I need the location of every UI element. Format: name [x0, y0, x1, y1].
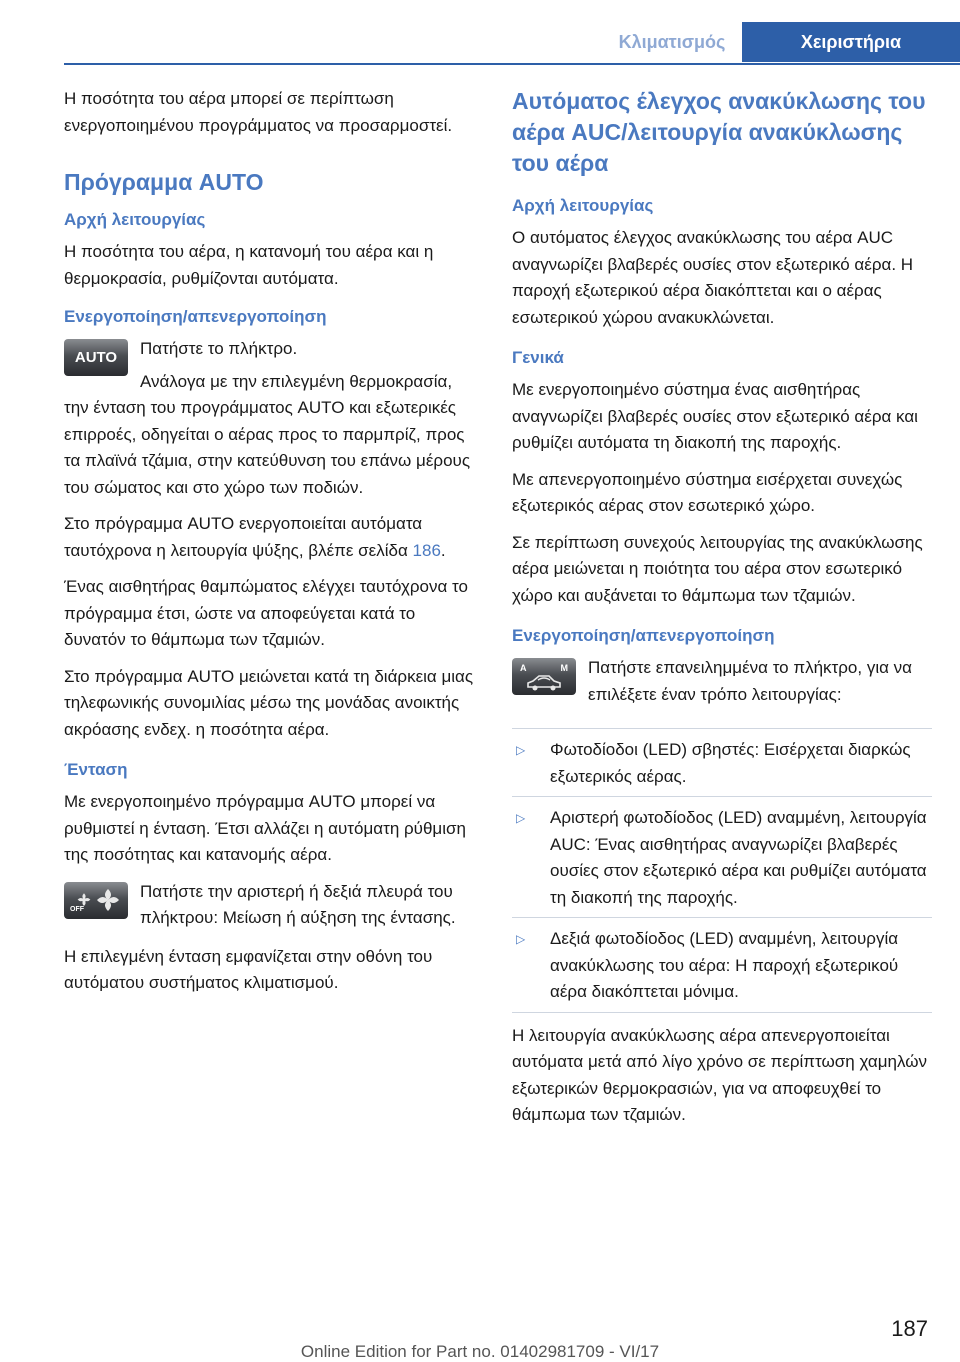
- auto-description: Ανάλογα με την επιλεγμένη θερμοκρασία, την ένταση του προγράμματος AUTO και εξωτερικές επιρροές, οδηγείται ο αέρας προς το παρμπρίζ, προς τα πλαϊνά τζάμια, στην κατεύθυνση του επάνω μέρους του σώματος και στο χώρο των ποδιών.: [64, 371, 471, 497]
- fan-button-row: [64, 879, 480, 938]
- general-text-3: Σε περίπτωση συνεχούς λειτουργίας της ανακύκλωσης αέρα μειώνεται η ποιότητα του αέρα στον εσωτερικό χώρο και αυξάνεται το θάμπωμα των τζαμιών.: [512, 532, 923, 605]
- fan-press-text: Πατήστε την αριστερή ή δεξιά πλευρά του πλήκτρου: Μείωση ή αύξηση της έντασης.: [140, 881, 456, 927]
- press-button-text: Πατήστε το πλήκτρο.: [140, 339, 298, 358]
- header-tabs: [602, 22, 960, 62]
- intro-text: Η ποσότητα του αέρα μπορεί σε περίπτωση ενεργοποιημένου προγράμματος να προσαρμοστεί.: [64, 89, 453, 135]
- right-column: [512, 86, 932, 1139]
- triangle-icon: ▷: [516, 932, 526, 946]
- mode-text: Αριστερή φωτοδίοδος (LED) αναμμένη, λειτουργία AUC: Ένας αισθητήρας αναγνωρίζει βλαβερές ουσίες στον εξωτερικό αέρα και ρυθμίζει αυτόματα τη διακοπή της παροχής.: [550, 808, 927, 907]
- auto-button-icon: [64, 339, 128, 376]
- am-button-row: [512, 655, 932, 714]
- cooling-text-end: .: [440, 540, 446, 560]
- left-column: [64, 86, 480, 1007]
- activation-heading: Ενεργοποίηση/απενεργοποίηση: [64, 307, 327, 326]
- general-text-1: Με ενεργοποιημένο σύστημα ένας αισθητήρας αναγνωρίζει βλαβερές ουσίες στον εξωτερικό αέρα και ρυθμίζει αυτόματα τη διακοπή της παροχής.: [512, 380, 918, 452]
- intensity-heading: Ένταση: [64, 760, 128, 779]
- intensity-text: Με ενεργοποιημένο πρόγραμμα AUTO μπορεί να ρυθμιστεί η ένταση. Έτσι αλλάζει η αυτόματη ρύθμιση της ποσότητας και κατανομής αέρα.: [64, 792, 466, 864]
- triangle-icon: ▷: [516, 743, 526, 757]
- car-recirculation-icon: [524, 671, 564, 693]
- auc-principle-text: Ο αυτόματος έλεγχος ανακύκλωσης του αέρα AUC αναγνωρίζει βλαβερές ουσίες στον εξωτερικό αέρα. Η παροχή εξωτερικού αέρα διακόπτεται και ο αέρας εσωτερικού χώρου ανακυκλώνεται.: [512, 228, 914, 327]
- fan-button-icon: [64, 882, 128, 919]
- general-heading: Γενικά: [512, 348, 564, 367]
- cooling-text-main: Στο πρόγραμμα AUTO ενεργοποιείται αυτόματα ταυτόχρονα η λειτουργία ψύξης, βλέπε σελίδα: [64, 514, 423, 560]
- display-text: Η επιλεγμένη ένταση εμφανίζεται στην οθόνη του αυτόματου συστήματος κλιματισμού.: [64, 946, 433, 992]
- closing-text: Η λειτουργία ανακύκλωσης αέρα απενεργοποιείται αυτόματα μετά από λίγο χρόνο σε περίπτωση χαμηλών εξωτερικών θερμοκρασιών, για να αποφευχθεί το θάμπωμα των τζαμιών.: [512, 1025, 928, 1124]
- general-text-2: Με απενεργοποιημένο σύστημα εισέρχεται συνεχώς εξωτερικός αέρας στον εσωτερικό χώρο.: [512, 469, 903, 515]
- auto-button-row: [64, 336, 480, 507]
- auc-heading: Αυτόματος έλεγχος ανακύκλωσης του αέρα AUC/λειτουργία ανακύκλωσης του αέρα: [512, 88, 926, 176]
- cooling-text: [64, 511, 480, 564]
- am-button-m: M: [560, 663, 568, 673]
- mode-list: [512, 728, 932, 1013]
- edition-footer: Online Edition for Part no. 01402981709 - VI/17: [300, 1342, 660, 1361]
- am-press-text: Πατήστε επανειλημμένα το πλήκτρο, για να επιλέξετε έναν τρόπο λειτουργίας:: [588, 658, 912, 704]
- auc-activation-heading: Ενεργοποίηση/απενεργοποίηση: [512, 626, 775, 645]
- page-ref-link[interactable]: 186: [412, 540, 441, 560]
- page-number: 187: [891, 1316, 928, 1341]
- mode-text: Δεξιά φωτοδίοδος (LED) αναμμένη, λειτουργία ανακύκλωσης του αέρα: Η παροχή εξωτερικού αέρα διακόπτεται μόνιμα.: [550, 929, 899, 1001]
- principle-text: Η ποσότητα του αέρα, η κατανομή του αέρα και η θερμοκρασία, ρυθμίζονται αυτόματα.: [64, 242, 434, 288]
- mode-list-item: [512, 728, 932, 796]
- phone-text: Στο πρόγραμμα AUTO μειώνεται κατά τη διάρκεια μιας τηλεφωνικής συνομιλίας μέσω της μονάδας ανοικτής ακρόασης ενδεχ. η ποσότητα αέρα.: [64, 666, 474, 739]
- off-label: OFF: [70, 905, 84, 913]
- recirculation-button-icon: [512, 658, 576, 695]
- auto-button-label: AUTO: [74, 349, 118, 366]
- mode-list-item: [512, 796, 932, 917]
- tab-controls: Χειριστήρια: [742, 22, 960, 62]
- am-button-a: A: [520, 663, 527, 673]
- mode-list-item: [512, 917, 932, 1013]
- auto-program-heading: Πρόγραμμα AUTO: [64, 169, 264, 195]
- principle-heading: Αρχή λειτουργίας: [64, 210, 206, 229]
- sensor-text: Ένας αισθητήρας θαμπώματος ελέγχει ταυτόχρονα το πρόγραμμα έτσι, ώστε να αποφεύγεται κατά το δυνατόν το θάμπωμα των τζαμιών.: [64, 577, 468, 649]
- mode-text: Φωτοδίοδοι (LED) σβηστές: Εισέρχεται διαρκώς εξωτερικός αέρας.: [550, 740, 911, 786]
- auc-principle-heading: Αρχή λειτουργίας: [512, 196, 654, 215]
- triangle-icon: ▷: [516, 811, 526, 825]
- header-rule: [64, 63, 960, 65]
- tab-climate: Κλιματισμός: [618, 31, 726, 52]
